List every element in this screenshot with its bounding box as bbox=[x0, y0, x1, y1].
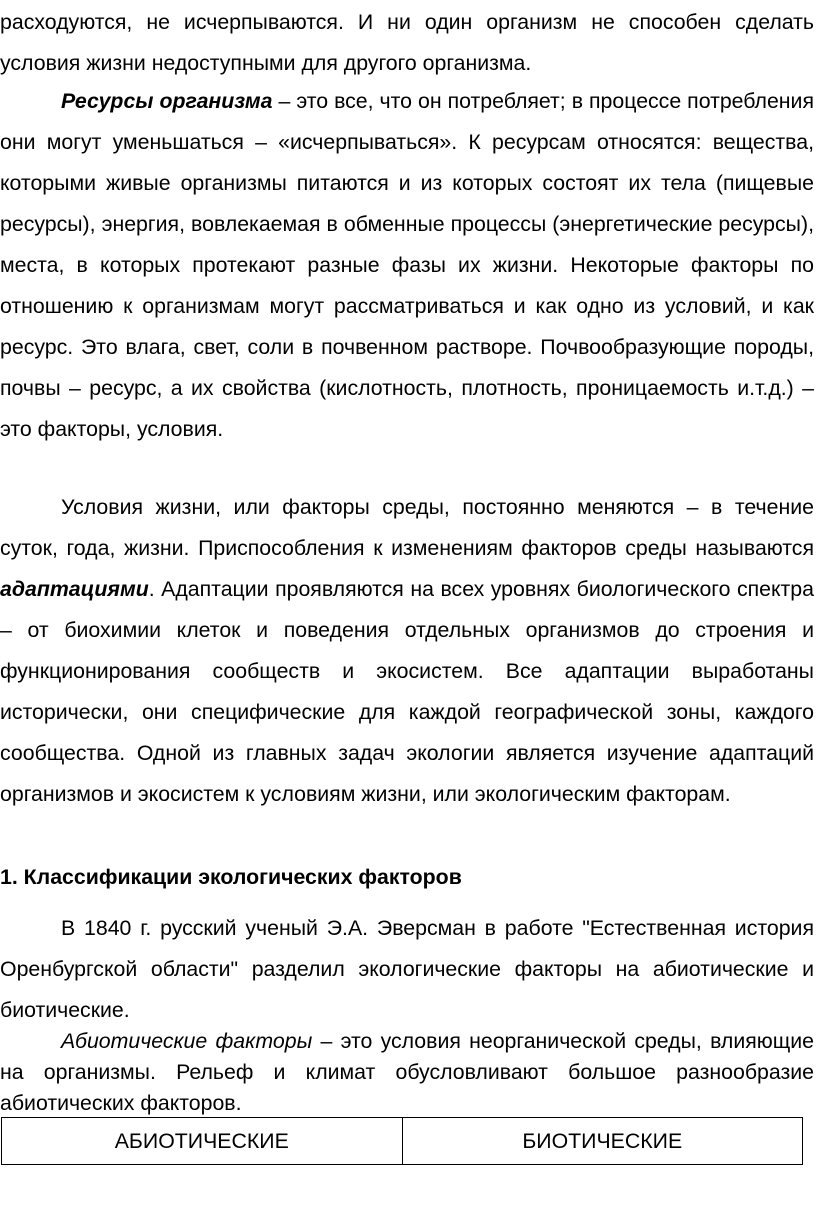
term-resources: Ресурсы организма bbox=[61, 89, 273, 113]
paragraph-eversmann bbox=[0, 908, 814, 1031]
factors-table bbox=[1, 1117, 803, 1165]
paragraph-adaptations bbox=[0, 487, 814, 815]
paragraph-text: – это условия неорганической среды, влияющие на организмы. Рельеф и климат обусловливают большое разнообразие абиотических факторов. bbox=[0, 1029, 814, 1115]
term-adaptations: адаптациями bbox=[0, 577, 149, 601]
paragraph-text: – это все, что он потребляет; в процессе потребления они могут уменьшаться – «исчерпываться». К ресурсам относятся: вещества, которыми живые организмы питаются и из которых состоят их тела (пищевые ресурсы), энергия, вовлекаемая в обменные процессы (энергетические ресурсы), места, в которых протекают разные фазы их жизни. Некоторые факторы по отношению к организмам могут рассматриваться и как одно из условий, и как ресурс. Это влага, свет, соли в почвенном растворе. Почвообразующие породы, почвы – ресурс, а их свойства (кислотность, плотность, проницаемость и.т.д.) – это факторы, условия. bbox=[0, 89, 814, 441]
section-heading: 1. Классификации экологических факторов bbox=[0, 865, 462, 889]
header-abiotic: АБИОТИЧЕСКИЕ bbox=[2, 1118, 403, 1165]
paragraph-abiotic bbox=[0, 1026, 814, 1119]
paragraph-text-before: Условия жизни, или факторы среды, постоянно меняются – в течение суток, года, жизни. Приспособления к изменениям факторов среды называются bbox=[0, 495, 814, 560]
paragraph-conditions-end bbox=[0, 2, 814, 84]
table-header-row bbox=[2, 1118, 803, 1165]
paragraph-text-after: . Адаптации проявляются на всех уровнях биологического спектра – от биохимии клеток и поведения отдельных организмов до строения и функционирования сообществ и экосистем. Все адаптации выработаны исторически, они специфические для каждой географической зоны, каждого сообщества. Одной из главных задач экологии является изучение адаптаций организмов и экосистем к условиям жизни, или экологическим факторам. bbox=[0, 577, 814, 806]
paragraph-text: В 1840 г. русский ученый Э.А. Эверсман в работе "Естественная история Оренбургской области" разделил экологические факторы на абиотические и биотические. bbox=[0, 916, 814, 1022]
term-abiotic-factors: Абиотические факторы bbox=[61, 1029, 313, 1053]
paragraph-text: расходуются, не исчерпываются. И ни один организм не способен сделать условия жизни недоступными для другого организма. bbox=[0, 10, 814, 75]
paragraph-resources bbox=[0, 81, 814, 450]
header-biotic: БИОТИЧЕСКИЕ bbox=[402, 1118, 803, 1165]
